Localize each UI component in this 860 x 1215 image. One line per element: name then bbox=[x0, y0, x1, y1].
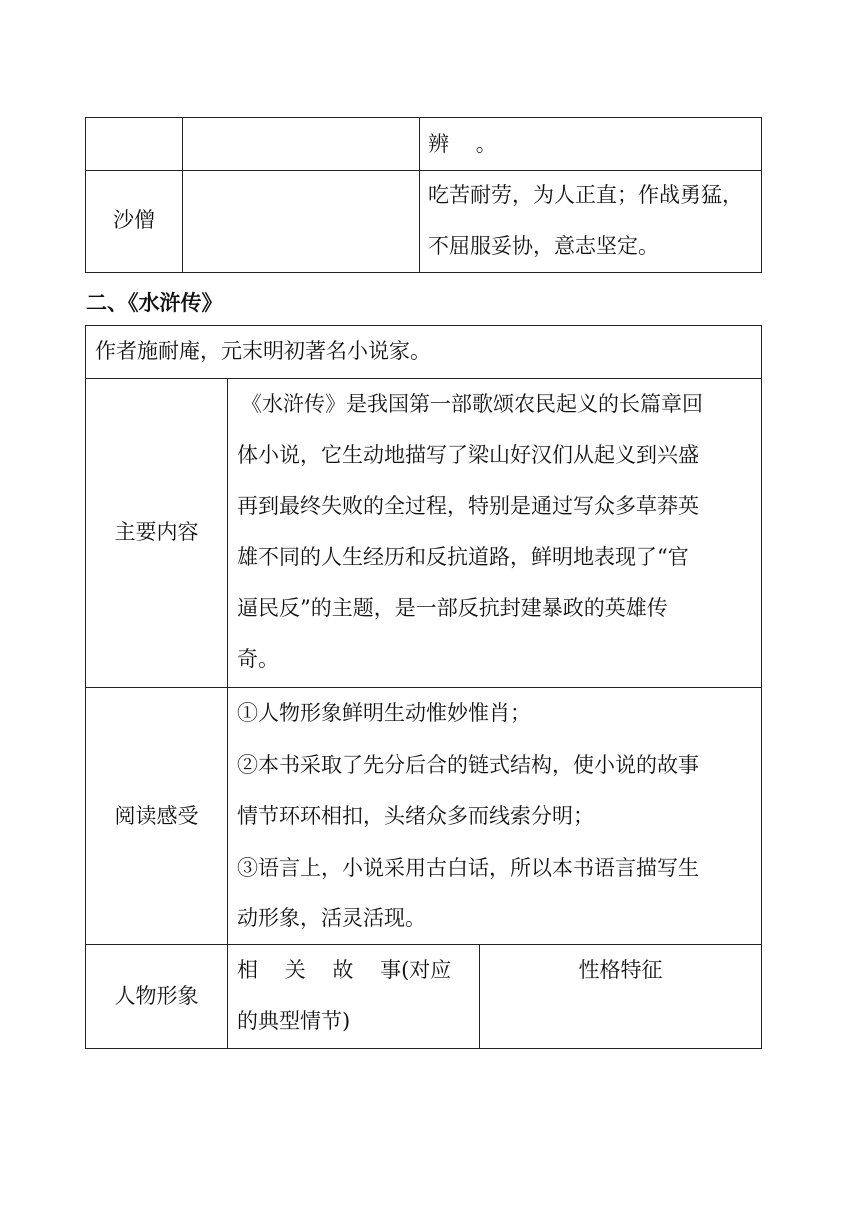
main-content-line: 再到最终失败的全过程，特别是通过写众多草莽英 bbox=[237, 494, 699, 518]
reading-line: ③语言上，小说采用古白话，所以本书语言描写生 bbox=[237, 856, 699, 880]
table1-row2-trait-line2: 不屈服妥协，意志坚定。 bbox=[428, 234, 659, 258]
story-header-line2: 的典型情节) bbox=[237, 1009, 351, 1033]
trait-header: 性格特征 bbox=[578, 958, 663, 982]
story-header-line1: 相 关 故 事(对应 bbox=[237, 958, 452, 982]
reading-line: 情节环环相扣，头绪众多而线索分明； bbox=[237, 804, 594, 828]
author-info: 作者施耐庵，元末明初著名小说家。 bbox=[95, 339, 431, 363]
main-content-line: 雄不同的人生经历和反抗道路，鲜明地表现了“官 bbox=[237, 545, 689, 569]
table1-row2-name: 沙僧 bbox=[113, 208, 155, 232]
section-heading: 二、《水浒传》 bbox=[86, 291, 223, 315]
main-content-label: 主要内容 bbox=[114, 520, 199, 544]
main-content-line: 体小说，它生动地描写了梁山好汉们从起义到兴盛 bbox=[237, 443, 699, 467]
table1-row2-trait-line1: 吃苦耐劳，为人正直；作战勇猛， bbox=[428, 183, 743, 207]
main-content-line: 逼民反”的主题，是一部反抗封建暴政的英雄传 bbox=[237, 596, 668, 620]
main-content-line: 《水浒传》是我国第一部歌颂农民起义的长篇章回 bbox=[241, 392, 703, 416]
characters-label: 人物形象 bbox=[114, 984, 199, 1008]
table1-row1-col3: 辨 。 bbox=[428, 132, 497, 156]
reading-line: ②本书采取了先分后合的链式结构，使小说的故事 bbox=[237, 753, 699, 777]
reading-line: ①人物形象鲜明生动惟妙惟肖； bbox=[237, 701, 531, 725]
main-content-line: 奇。 bbox=[237, 647, 279, 671]
reading-label: 阅读感受 bbox=[114, 804, 199, 828]
reading-line: 动形象，活灵活现。 bbox=[237, 906, 426, 930]
